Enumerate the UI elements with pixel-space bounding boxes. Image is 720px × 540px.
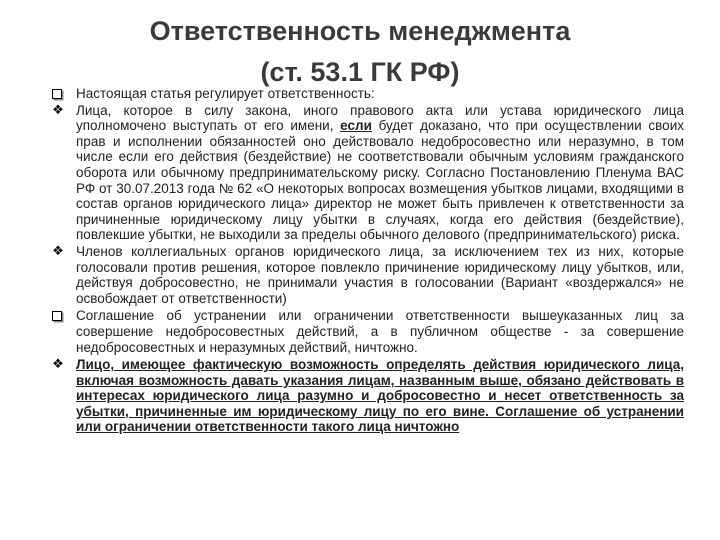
checkbox-bullet-icon bbox=[52, 311, 62, 321]
checkbox-bullet-icon bbox=[52, 89, 62, 99]
emphasis-word: если bbox=[340, 118, 372, 134]
list-item bbox=[50, 308, 684, 355]
item-text-part: Лица, которое в силу закона, иного правового акта или устава юридического лица уполномочено выступать от его имени, bbox=[76, 102, 684, 134]
list-item bbox=[50, 86, 684, 102]
item-text: Лицо, имеющее фактическую возможность определять действия юридического лица, включая возможность давать указания лицам, названным выше, обязано действовать в интересах юридического лица разумно и добросовестно и несет ответственность за убытки, причиненные им юридическому лицу по его вине. Соглашение об устранении или ограничении ответственности такого лица ничтожно bbox=[76, 357, 684, 435]
item-text: Настоящая статья регулирует ответственность: bbox=[76, 86, 375, 101]
list-item bbox=[50, 244, 684, 306]
item-text-part: будет доказано, что при осуществлении своих прав и исполнении обязанностей оно действовало недобросовестно или неразумно, в том числе если его действия (бездействие) не соответствовали обычным условиям гражданского оборота или обычному предпринимательскому риску. Согласно Постановлению Пленума ВАС РФ от 30.07.2013 года № 62 «О некоторых вопросах возмещения убытков лицами, входящими в состав органов юридического лица» директор не может быть привлечен к ответственности за причиненные юридическому лицу убытки в случаях, когда его действия (бездействие), повлекшие убытки, не выходили за пределы обычного делового (предпринимательского) риска. bbox=[76, 118, 684, 243]
diamond-bullet-icon: ❖ bbox=[52, 243, 64, 259]
diamond-bullet-icon: ❖ bbox=[52, 357, 64, 373]
item-text: Членов коллегиальных органов юридического лица, за исключением тех из них, которые голосовали против решения, которое повлекло причинение юридическому лицу убытков, или, действуя добросовестно, не принимали участия в голосовании (Вариант «воздержался» не освобождает от ответственности) bbox=[76, 243, 684, 306]
list-item bbox=[50, 103, 684, 243]
item-text: Соглашение об устранении или ограничении ответственности вышеуказанных лиц за совершение недобросовестных действий, а в публичном обществе - за совершение недобросовестных и неразумных действий, ничтожно. bbox=[76, 308, 684, 355]
slide-title bbox=[0, 14, 720, 89]
diamond-bullet-icon: ❖ bbox=[52, 102, 64, 118]
list-item bbox=[50, 357, 684, 435]
title-line-1: Ответственность менеджмента bbox=[149, 16, 571, 46]
content-list bbox=[50, 86, 684, 435]
title-line-2: (ст. 53.1 ГК РФ) bbox=[260, 57, 460, 87]
